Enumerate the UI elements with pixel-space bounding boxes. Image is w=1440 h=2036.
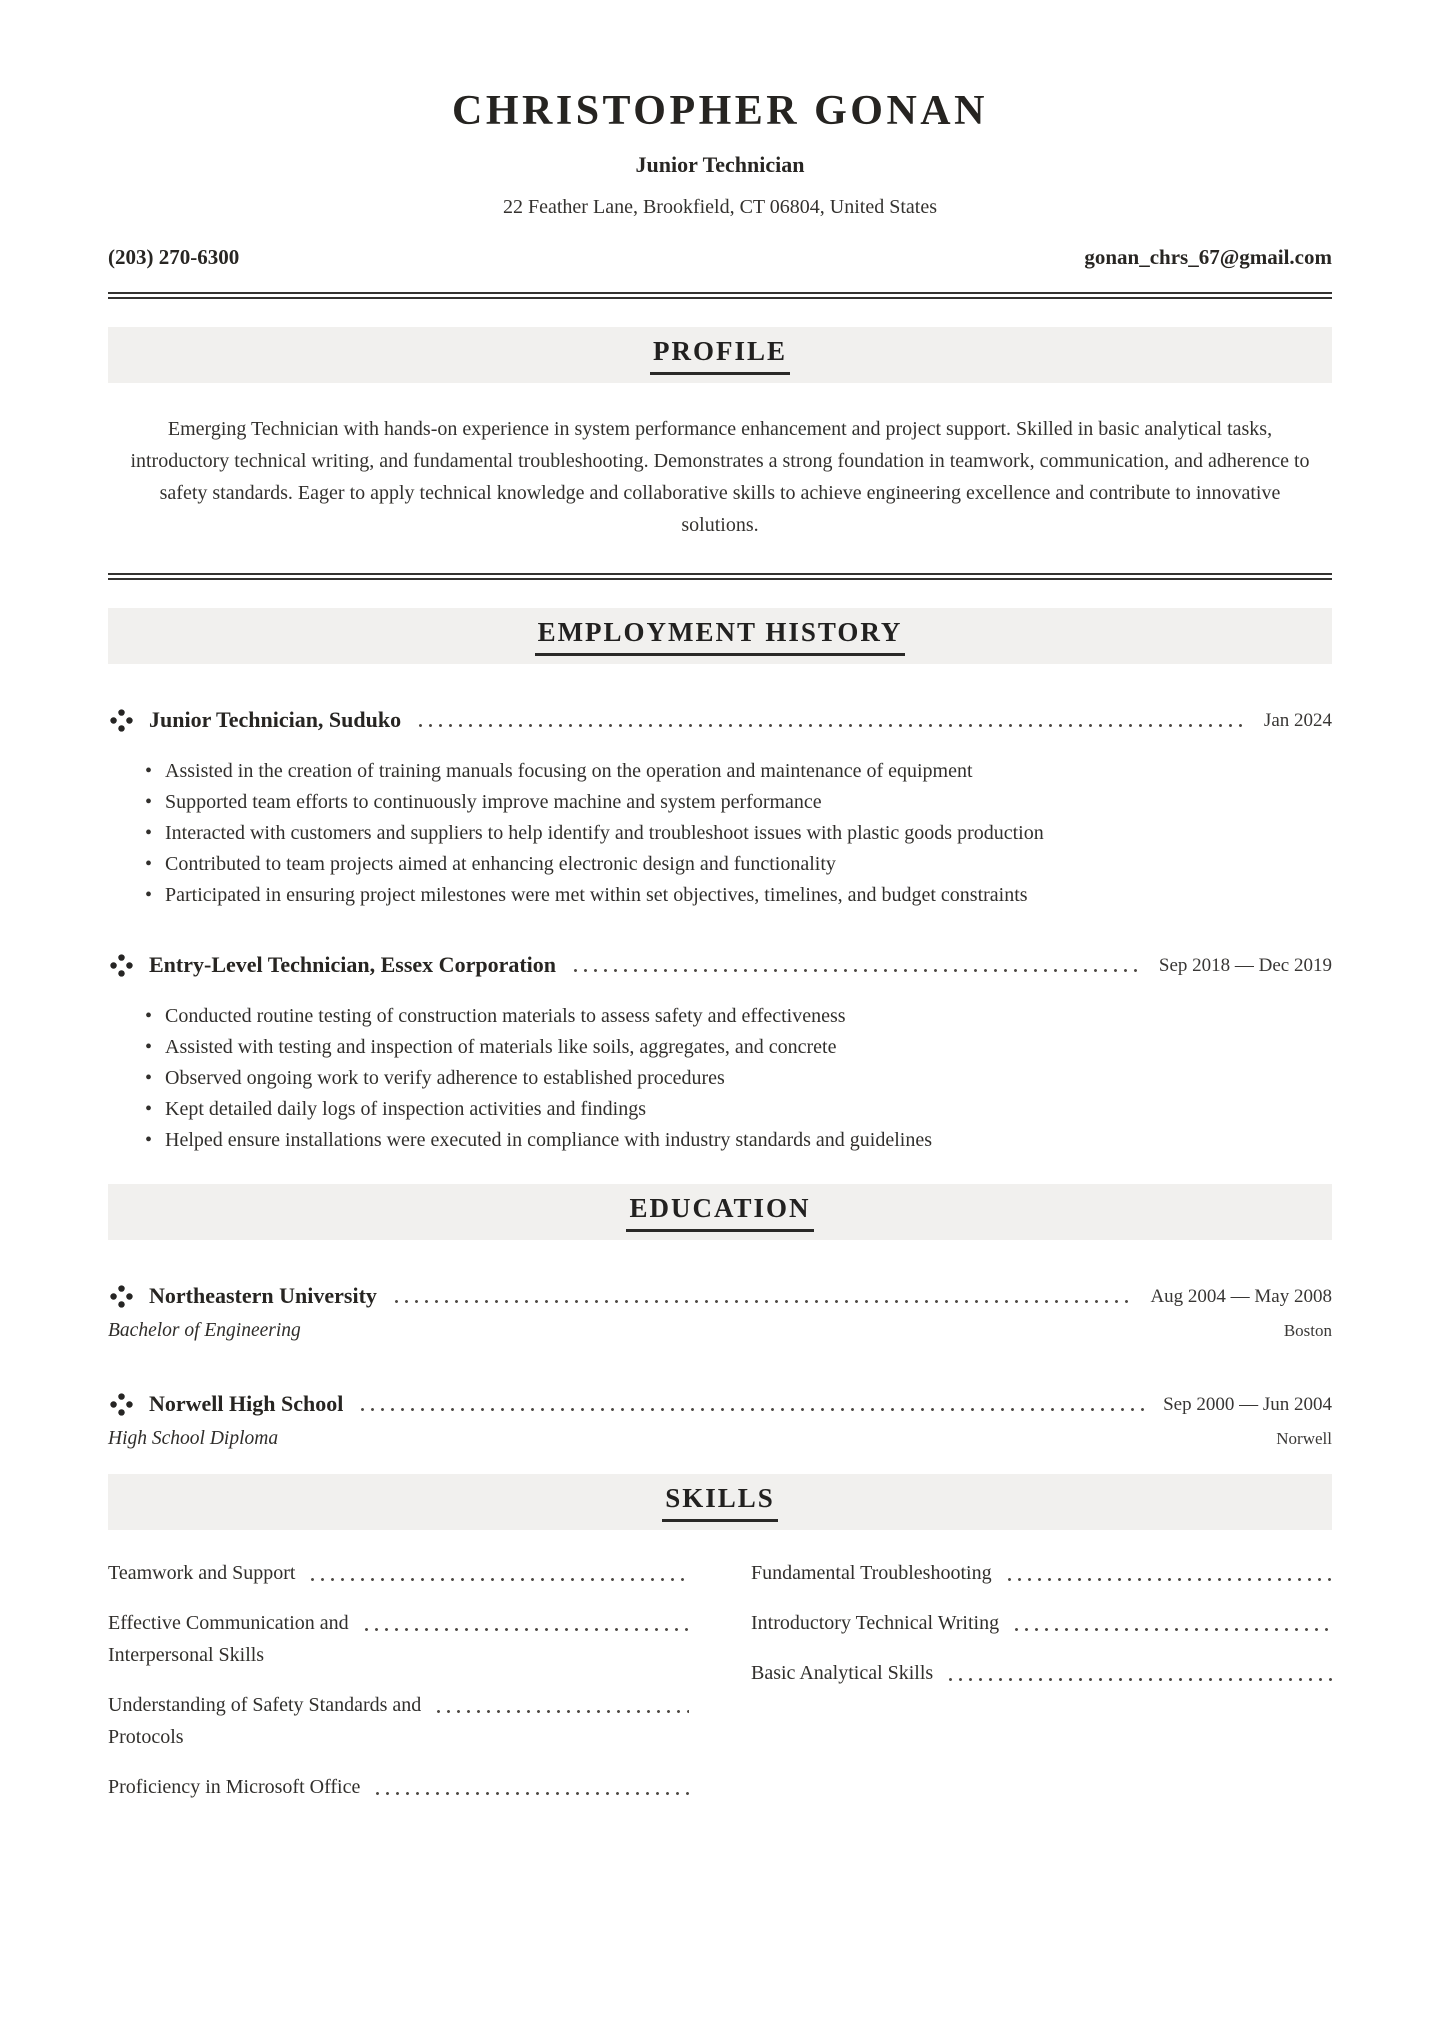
- skill-label: Introductory Technical Writing: [751, 1612, 1000, 1634]
- skill-label: Effective Communication and: [108, 1612, 349, 1634]
- bullet-item: • Kept detailed daily logs of inspection activities and findings: [108, 1094, 1332, 1125]
- dotted-leader: [574, 969, 1143, 972]
- dotted-leader: [949, 1678, 1332, 1681]
- candidate-name: CHRISTOPHER GONAN: [452, 88, 988, 134]
- dotted-leader: [1015, 1628, 1332, 1631]
- bullet-item: • Participated in ensuring project milestones were met within set objectives, timelines, and budget constraints: [108, 880, 1332, 911]
- education-date: Sep 2000 — Jun 2004: [1163, 1394, 1332, 1415]
- education-subrow: [108, 1426, 1332, 1452]
- profile-section-band: [108, 327, 1332, 383]
- dotted-leader: [311, 1578, 689, 1581]
- education-entry: [108, 1390, 1332, 1452]
- skill-item: [751, 1610, 1332, 1636]
- education-subrow: [108, 1318, 1332, 1344]
- candidate-email: gonan_chrs_67@gmail.com: [1084, 245, 1332, 269]
- skill-label-line2: Interpersonal Skills: [108, 1644, 265, 1666]
- dotted-leader: [376, 1792, 689, 1795]
- skills-heading: SKILLS: [662, 1483, 778, 1522]
- education-section-band: [108, 1184, 1332, 1240]
- bullet-item: • Helped ensure installations were executed in compliance with industry standards and guidelines: [108, 1125, 1332, 1156]
- dotted-leader: [361, 1408, 1147, 1411]
- skill-label: Proficiency in Microsoft Office: [108, 1776, 361, 1798]
- employment-section-band: [108, 608, 1332, 664]
- skill-label: Understanding of Safety Standards and: [108, 1694, 422, 1716]
- education-location: Norwell: [1276, 1429, 1332, 1448]
- job-header: [108, 706, 1332, 734]
- skill-label-line2: Protocols: [108, 1726, 184, 1748]
- skill-item: [108, 1692, 689, 1750]
- education-entry: [108, 1282, 1332, 1344]
- employment-heading: EMPLOYMENT HISTORY: [535, 617, 906, 656]
- job-bullets: [108, 756, 1332, 911]
- education-heading: EDUCATION: [626, 1193, 813, 1232]
- bullet-item: • Contributed to team projects aimed at enhancing electronic design and functionality: [108, 849, 1332, 880]
- candidate-phone: (203) 270-6300: [108, 245, 240, 269]
- profile-heading: PROFILE: [650, 336, 790, 375]
- job-title: Entry-Level Technician, Essex Corporation: [149, 952, 557, 977]
- skill-label: Teamwork and Support: [108, 1562, 296, 1584]
- school-name: Northeastern University: [149, 1283, 377, 1308]
- job-entry: [108, 951, 1332, 1156]
- profile-divider: [108, 573, 1332, 580]
- job-header: [108, 951, 1332, 979]
- diamond-dots-icon: [110, 1285, 133, 1308]
- resume-header: [108, 88, 1332, 299]
- degree-name: High School Diploma: [108, 1428, 279, 1449]
- job-date: Sep 2018 — Dec 2019: [1158, 955, 1332, 976]
- bullet-item: • Conducted routine testing of construction materials to assess safety and effectiveness: [108, 1001, 1332, 1032]
- diamond-dots-icon: [110, 1393, 133, 1416]
- skill-label: Fundamental Troubleshooting: [751, 1562, 992, 1584]
- profile-summary: Emerging Technician with hands-on experience in system performance enhancement and project support. Skilled in basic analytical tasks, introductory technical writing, and fundamental troubleshooting. Demonstrates a strong foundation in teamwork, communication, and adherence to safety standards. Eager to apply technical knowledge and collaborative skills to achieve engineering excellence and contribute to innovative solutions.: [130, 418, 1310, 536]
- skills-column-right: [751, 1560, 1332, 1800]
- skill-item: [751, 1660, 1332, 1686]
- skills-grid: [108, 1560, 1332, 1800]
- education-location: Boston: [1283, 1321, 1332, 1340]
- skills-section-band: [108, 1474, 1332, 1530]
- job-title: Junior Technician, Suduko: [149, 707, 402, 732]
- dotted-leader: [419, 724, 1248, 727]
- skill-item: [751, 1560, 1332, 1586]
- job-date: Jan 2024: [1263, 710, 1332, 731]
- skill-item: [108, 1560, 689, 1586]
- skill-item: [108, 1610, 689, 1668]
- education-date: Aug 2004 — May 2008: [1150, 1286, 1332, 1307]
- contact-row: [108, 244, 1332, 270]
- skill-item: [108, 1774, 689, 1800]
- bullet-item: • Assisted in the creation of training manuals focusing on the operation and maintenance of equipment: [108, 756, 1332, 787]
- skills-column-left: [108, 1560, 689, 1800]
- candidate-address: 22 Feather Lane, Brookfield, CT 06804, United States: [503, 196, 937, 218]
- bullet-item: • Supported team efforts to continuously improve machine and system performance: [108, 787, 1332, 818]
- diamond-dots-icon: [110, 709, 133, 732]
- dotted-leader: [395, 1300, 1135, 1303]
- school-name: Norwell High School: [149, 1391, 344, 1416]
- diamond-dots-icon: [110, 954, 133, 977]
- bullet-item: • Observed ongoing work to verify adherence to established procedures: [108, 1063, 1332, 1094]
- job-bullets: [108, 1001, 1332, 1156]
- bullet-item: • Interacted with customers and suppliers to help identify and troubleshoot issues with plastic goods production: [108, 818, 1332, 849]
- header-divider: [108, 292, 1332, 299]
- education-header: [108, 1282, 1332, 1310]
- education-header: [108, 1390, 1332, 1418]
- dotted-leader: [365, 1628, 689, 1631]
- degree-name: Bachelor of Engineering: [108, 1320, 301, 1341]
- candidate-role: Junior Technician: [635, 152, 805, 177]
- job-entry: [108, 706, 1332, 911]
- bullet-item: • Assisted with testing and inspection of materials like soils, aggregates, and concrete: [108, 1032, 1332, 1063]
- dotted-leader: [1008, 1578, 1332, 1581]
- skill-label: Basic Analytical Skills: [751, 1662, 934, 1684]
- dotted-leader: [437, 1710, 689, 1713]
